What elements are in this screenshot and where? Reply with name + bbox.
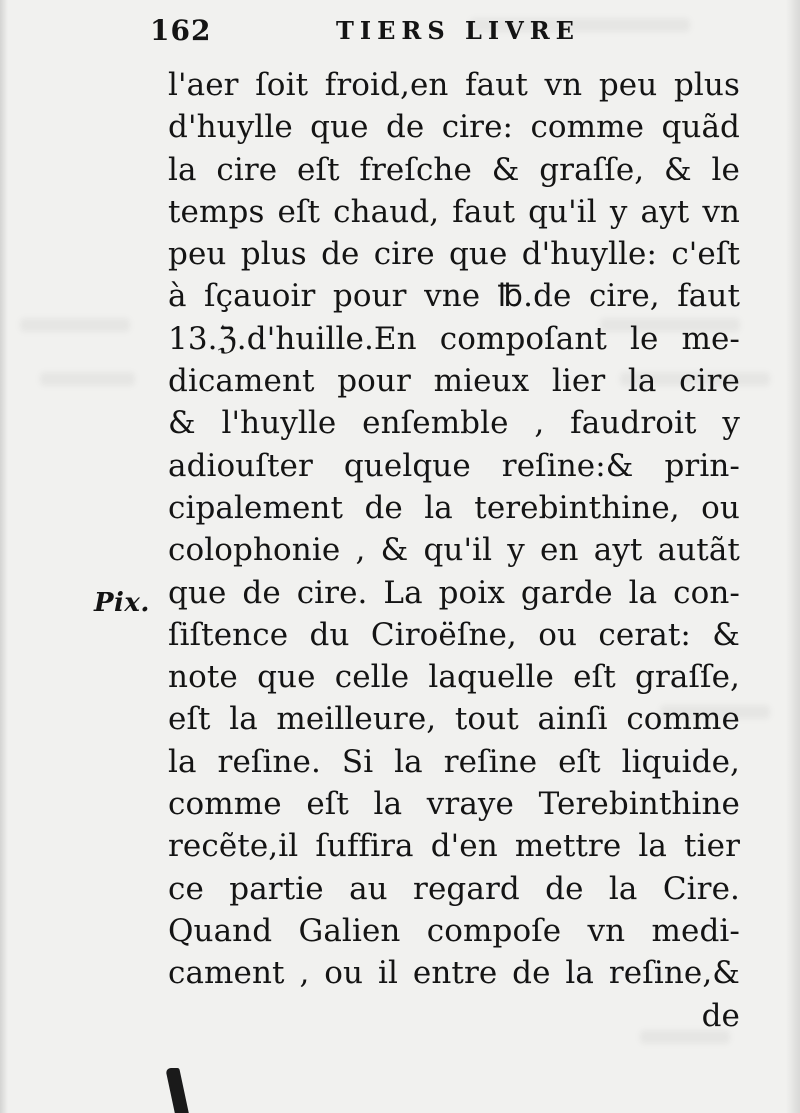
- ink-mark: [165, 1068, 189, 1113]
- text-line: l'aer ſoit froid,en faut vn peu plus: [168, 67, 740, 103]
- text-line: ce partie au regard de la Cire.: [168, 870, 740, 907]
- text-line: dicament pour mieux lier la cire: [168, 363, 740, 400]
- text-line: peu plus de cire que d'huylle: c'eſt: [168, 236, 740, 273]
- text-line: d'huylle que de cire: comme quãd: [168, 109, 740, 146]
- page-number: 162: [150, 14, 212, 47]
- text-line: à ſçauoir pour vne ℔.de cire, faut: [168, 278, 740, 315]
- text-line: que de cire. La poix garde la con-: [168, 574, 740, 611]
- text-line: la cire eſt freſche & graſſe, & le: [168, 151, 740, 188]
- text-line-catchword: de: [701, 997, 740, 1034]
- text-line: la reſine. Si la reſine eſt liquide,: [168, 743, 740, 780]
- text-line: & l'huylle enſemble , faudroit y: [168, 405, 740, 442]
- margin-note: Pix.: [94, 588, 150, 618]
- text-line: Quand Galien compoſe vn medi-: [168, 912, 740, 949]
- page-right-edge-shadow: [786, 0, 800, 1113]
- body-text: [168, 64, 740, 1037]
- text-line: eſt la meilleure, tout ainſi comme: [168, 701, 740, 738]
- text-line: cipalement de la terebinthine, ou: [168, 489, 740, 526]
- running-title: TIERS LIVRE: [336, 16, 580, 45]
- text-line: ſiſtence du Ciroëſne, ou cerat: &: [168, 616, 740, 653]
- text-line: cament , ou il entre de la reſine,&: [168, 955, 740, 992]
- text-line: temps eſt chaud, faut qu'il y ayt vn: [168, 193, 740, 230]
- text-line: note que celle laquelle eſt graſſe,: [168, 659, 740, 696]
- text-line: adiouſter quelque reſine:& prin-: [168, 447, 740, 484]
- text-line: comme eſt la vraye Terebinthine: [168, 786, 740, 823]
- running-head: [150, 14, 620, 54]
- page-left-edge-shadow: [0, 0, 8, 1113]
- text-line: 13.ℨ.d'huille.En compoſant le me-: [168, 320, 740, 357]
- text-line: colophonie , & qu'il y en ayt autãt: [168, 532, 740, 569]
- text-line: recẽte,il ſuffira d'en mettre la tier: [168, 828, 740, 865]
